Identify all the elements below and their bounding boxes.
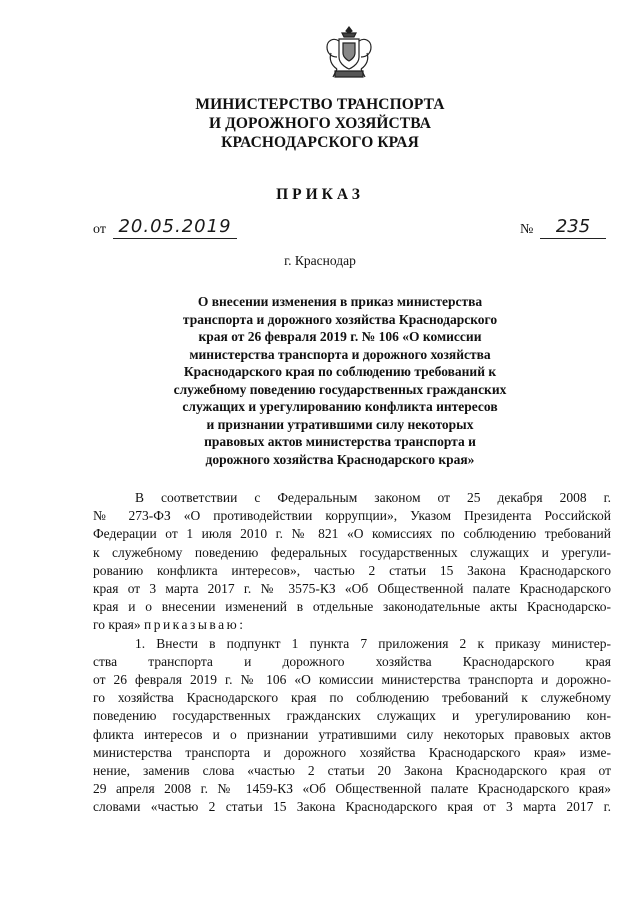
ministry-name <box>0 95 640 152</box>
body-line: поведению государственных гражданских служащих и урегулированию кон- <box>93 708 611 724</box>
body-text: го края» <box>93 617 141 633</box>
body-line: ства транспорта и дорожного хозяйства Краснодарского края <box>93 653 611 669</box>
body-line: В соответствии с Федеральным законом от 25 декабря 2008 г. <box>135 490 611 505</box>
order-word: приказываю: <box>143 617 246 633</box>
body-line: края от 3 марта 2017 г. № 3575-КЗ «Об Общественной палате Краснодарского <box>93 581 611 597</box>
coat-of-arms-emblem <box>325 25 373 81</box>
title-line: министерства транспорта и дорожного хозяйства <box>189 346 491 362</box>
body-line: 29 апреля 2008 г. № 1459-КЗ «Об Общественной палате Краснодарского края» <box>93 781 611 797</box>
body-line: к служебному поведению федеральных государственных служащих и урегули- <box>93 544 611 560</box>
number-handwritten: 235 <box>540 216 606 239</box>
body-line: рованию конфликта интересов», частью 2 статьи 15 Закона Краснодарского <box>93 562 611 578</box>
title-line: транспорта и дорожного хозяйства Краснодарского <box>182 311 498 327</box>
title-line: правовых актов министерства транспорта и <box>204 434 476 449</box>
title-line: служащих и урегулированию конфликта интересов <box>182 399 498 414</box>
body-line <box>93 616 611 634</box>
body-line: словами «частью 2 статьи 15 Закона Краснодарского края от 3 марта 2017 г. <box>93 799 611 815</box>
document-title <box>0 293 640 468</box>
ministry-line-1: МИНИСТЕРСТВО ТРАНСПОРТА <box>195 96 445 113</box>
document-body <box>93 489 611 817</box>
title-line: и признании утратившими силу некоторых <box>206 416 474 432</box>
number-prefix: № <box>520 222 534 237</box>
title-line: служебному поведению государственных гражданских <box>173 381 507 397</box>
body-line: края и о внесении изменений в отдельные законодательные акты Краснодарско- <box>93 599 611 615</box>
ministry-line-2: И ДОРОЖНОГО ХОЗЯЙСТВА <box>208 115 432 132</box>
body-line: № 273-ФЗ «О противодействии коррупции», Указом Президента Российской <box>93 508 611 524</box>
body-line: министерства транспорта и дорожного хозяйства Краснодарского края» изме- <box>93 744 611 760</box>
title-line: дорожного хозяйства Краснодарского края» <box>205 451 475 467</box>
body-line: го хозяйства Краснодарского края по соблюдению требований к служебному <box>93 690 611 706</box>
date-handwritten: 20.05.2019 <box>113 216 237 239</box>
body-line: нение, заменив слова «частью 2 статьи 20 Закона Краснодарского края от <box>93 763 611 779</box>
body-line: Федерации от 1 июля 2010 г. № 821 «О комиссиях по соблюдению требований <box>93 526 611 542</box>
body-line: от 26 февраля 2019 г. № 106 «О комиссии министерства транспорта и дорожно- <box>93 672 611 688</box>
title-line: О внесении изменения в приказ министерства <box>197 294 483 309</box>
city-label: г. Краснодар <box>284 253 356 268</box>
body-line: 1. Внести в подпункт 1 пункта 7 приложения 2 к приказу министер- <box>135 635 611 651</box>
date-prefix: от <box>93 222 106 237</box>
doc-type-heading: ПРИКАЗ <box>276 186 364 203</box>
title-line: края от 26 февраля 2019 г. № 106 «О комиссии <box>198 329 482 344</box>
title-line: Краснодарского края по соблюдению требований к <box>183 364 497 379</box>
ministry-line-3: КРАСНОДАРСКОГО КРАЯ <box>221 134 419 151</box>
body-line: фликта интересов и о признании утратившими силу некоторых правовых актов <box>93 726 611 742</box>
